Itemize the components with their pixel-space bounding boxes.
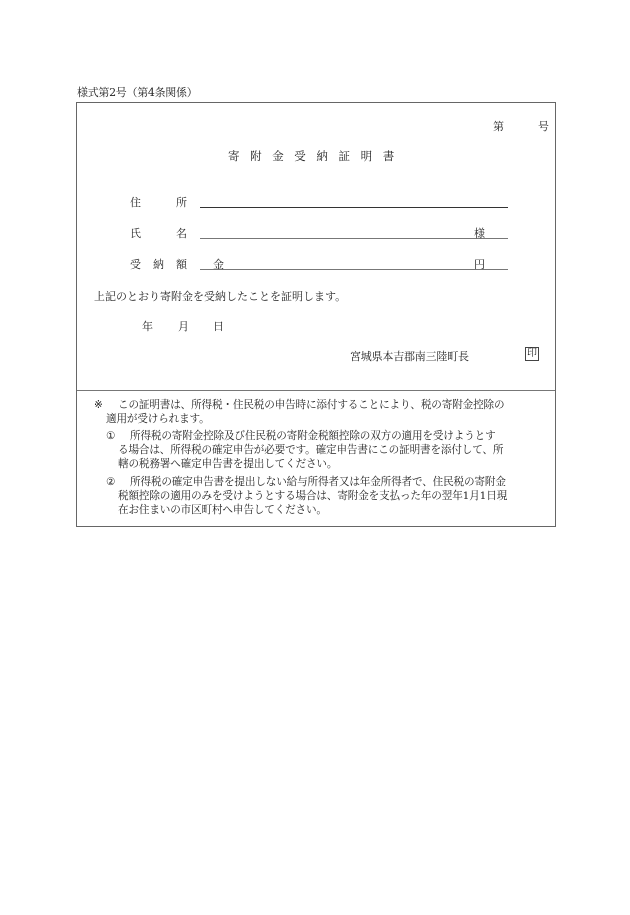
note-item1-line-1: 所得税の寄附金控除及び住民税の寄附金税額控除の双方の適用を受けようとす [130,430,496,442]
amount-label-2: 額 [176,258,187,271]
amount-label-1: 受 [130,258,141,271]
name-field[interactable] [200,238,508,239]
amount-suffix: 円 [474,258,485,271]
note-item1-line-3: 轄の税務署へ確定申告書を提出してください。 [118,458,338,470]
note-main-line-1: この証明書は、所得税・住民税の申告時に添付することにより、税の寄附金控除の [118,399,505,411]
note-item2-line-3: 在お住まいの市区町村へ申告してください。 [118,504,327,516]
issuer-name: 宮城県本吉郡南三陸町長 [350,350,469,363]
name-label-1: 氏 [130,227,141,240]
date-year: 年 [142,320,153,333]
note-main-line-2: 適用が受けられます。 [106,413,210,425]
amount-field[interactable] [200,269,508,270]
notes-divider [77,390,555,391]
date-day: 日 [213,320,224,333]
name-suffix: 様 [474,227,485,240]
form-label: 様式第2号（第4条関係） [77,86,198,99]
address-label-2: 所 [176,196,187,209]
number-suffix: 号 [538,120,549,133]
note-item2-line-1: 所得税の確定申告書を提出しない給与所得者又は年金所得者で、住民税の寄附金 [130,476,506,488]
seal-mark: 印 [527,348,537,359]
document-title: 寄附金受納証明書 [228,149,405,163]
date-month: 月 [178,320,189,333]
name-label-2: 名 [176,227,187,240]
amount-prefix: 金 [213,258,224,271]
certification-statement: 上記のとおり寄附金を受納したことを証明します。 [94,290,347,303]
number-prefix: 第 [493,120,504,133]
address-label-1: 住 [130,196,141,209]
certificate-number [493,118,549,134]
note-item1-mark: ① [106,430,116,442]
note-item2-line-2: 税額控除の適用のみを受けようとする場合は、寄附金を支払った年の翌年1月1日現 [118,490,508,502]
note-item2-mark: ② [106,476,116,488]
amount-label-mid: 納 [153,258,164,271]
note-item1-line-2: る場合は、所得税の確定申告が必要です。確定申告書にこの証明書を添付して、所 [118,444,504,456]
note-main-mark: ※ [94,399,103,411]
address-field[interactable] [200,207,508,208]
